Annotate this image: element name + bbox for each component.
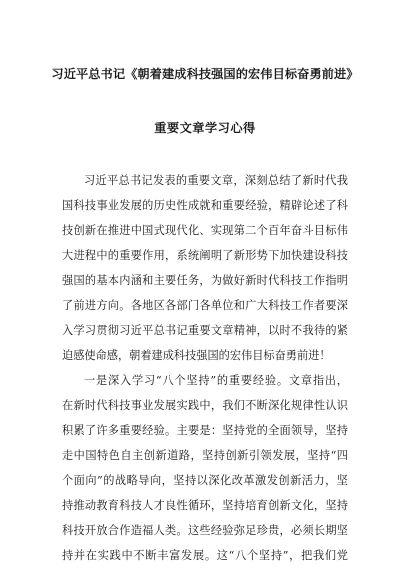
document-title: 习近平总书记《朝着建成科技强国的宏伟目标奋勇前进》 bbox=[51, 67, 359, 81]
body-line: 持并在实践中不断丰富发展。这“八个坚持”，把我们党 bbox=[62, 549, 348, 562]
document-subtitle: 重要文章学习心得 bbox=[154, 121, 256, 135]
body-line: 个面向”的战略导向，坚持以深化改革激发创新活力，坚 bbox=[62, 474, 348, 487]
body-line: 在新时代科技事业发展实践中，我们不断深化规律性认识 bbox=[62, 399, 348, 412]
body-line: 一是深入学习“八个坚持”的重要经验。文章指出， bbox=[84, 374, 348, 387]
body-line: 技创新在推进中国式现代化、实现第二个百年奋斗目标伟 bbox=[62, 224, 348, 237]
body-line: 大进程中的重要作用，系统阐明了新形势下加快建设科技 bbox=[62, 249, 348, 262]
body-line: 强国的基本内涵和主要任务，为做好新时代科技工作指明 bbox=[62, 274, 348, 287]
body-line: 国科技事业发展的历史性成就和重要经验，精辟论述了科 bbox=[62, 199, 348, 212]
body-line: 习近平总书记发表的重要文章，深刻总结了新时代我 bbox=[84, 174, 348, 187]
body-line: 持推动教育科技人才良性循环，坚持培育创新文化，坚持 bbox=[62, 499, 348, 512]
body-line: 迫感使命感，朝着建成科技强国的宏伟目标奋勇前进！ bbox=[62, 349, 331, 362]
body-line: 走中国特色自主创新道路，坚持创新引领发展，坚持“四 bbox=[62, 449, 348, 462]
body-line: 科技开放合作造福人类。这些经验弥足珍贵，必须长期坚 bbox=[62, 524, 348, 537]
document-body bbox=[62, 168, 348, 568]
body-line: 入学习贯彻习近平总书记重要文章精神，以时不我待的紧 bbox=[62, 324, 348, 337]
body-line: 积累了许多重要经验。主要是：坚持党的全面领导，坚持 bbox=[62, 424, 348, 437]
body-line: 了前进方向。各地区各部门各单位和广大科技工作者要深 bbox=[62, 299, 348, 312]
